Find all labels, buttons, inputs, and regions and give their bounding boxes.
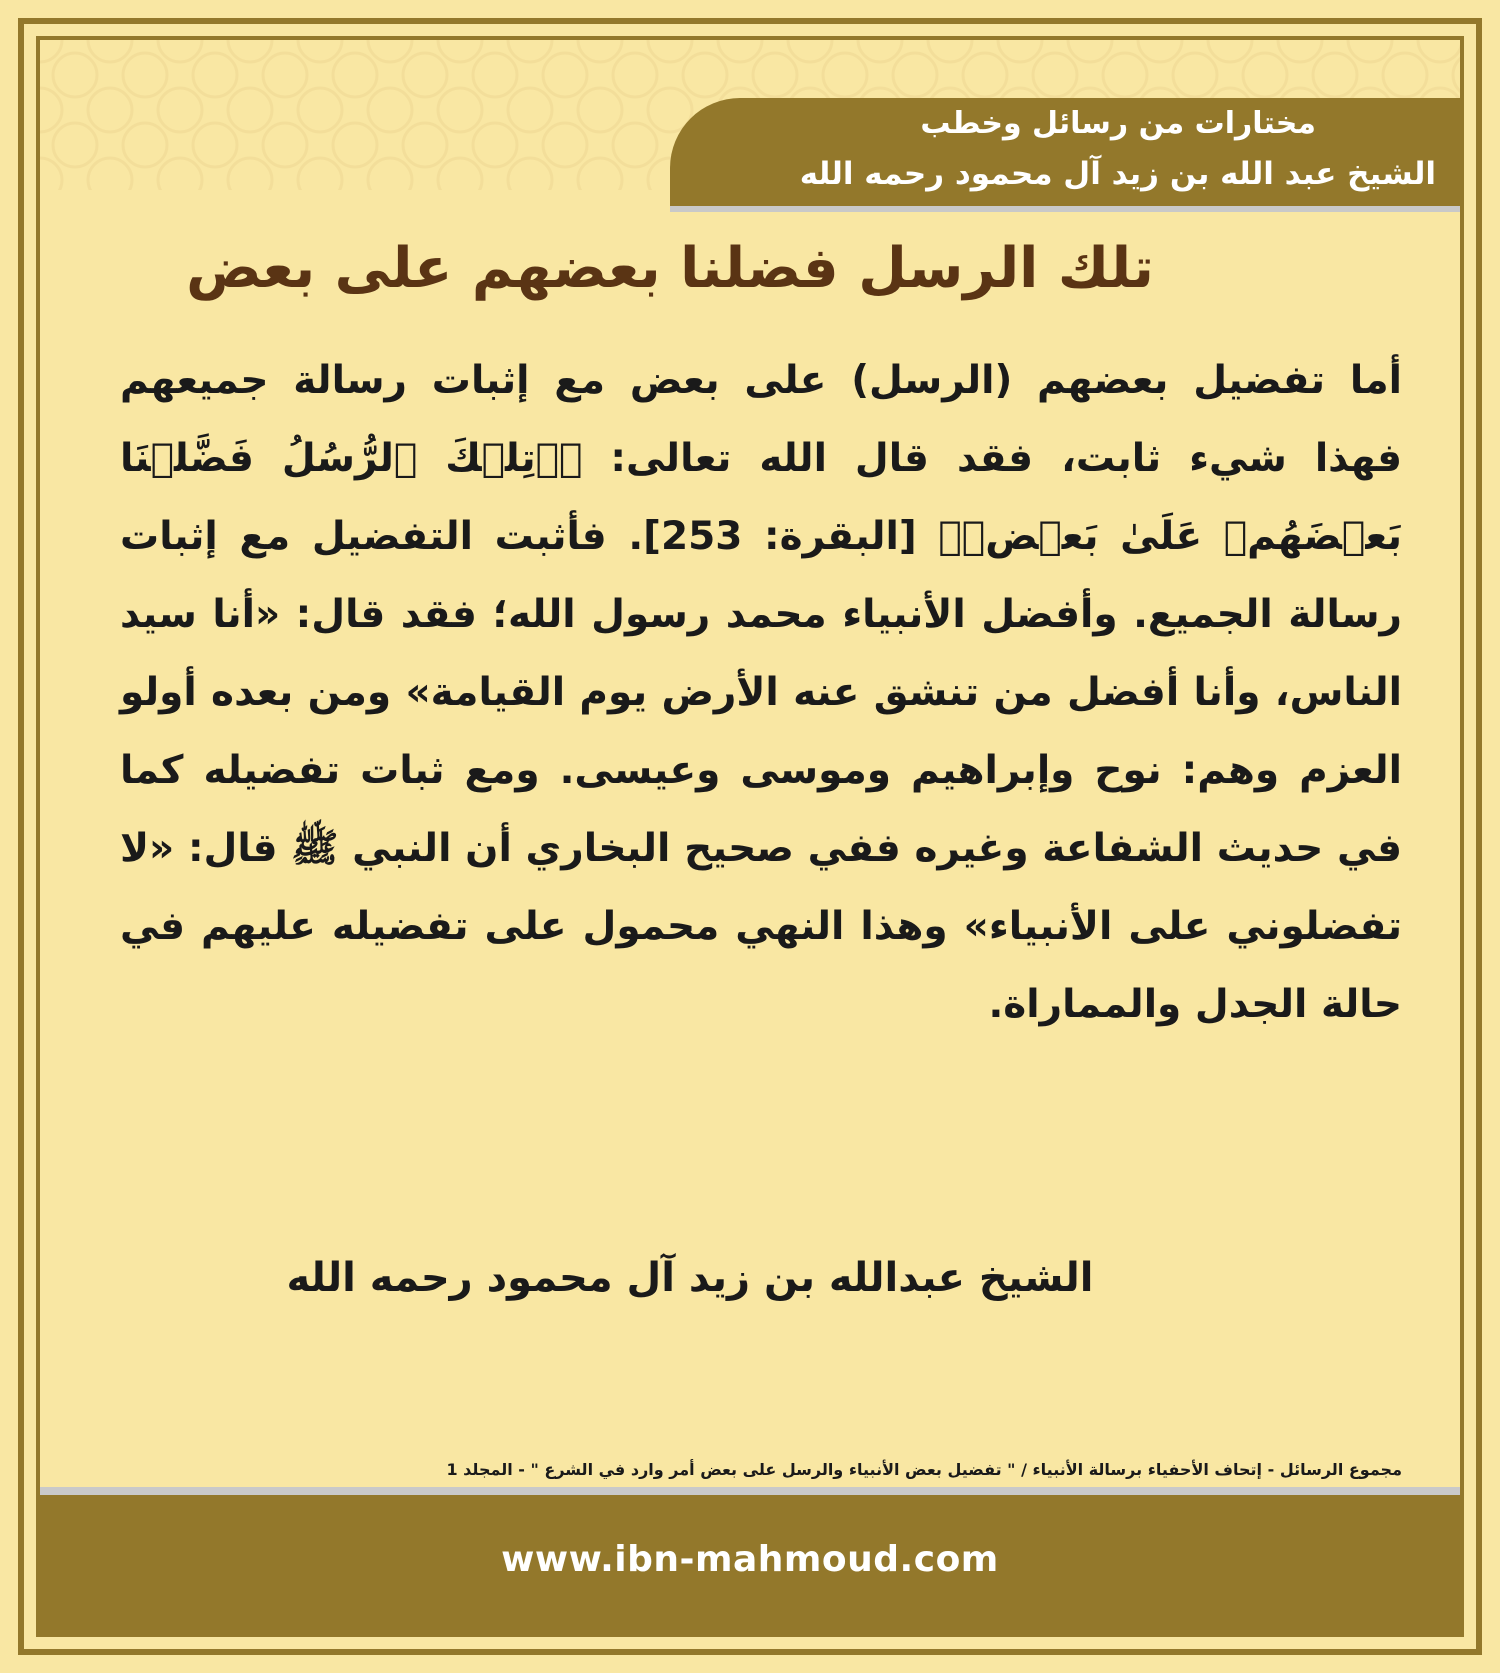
author-signature: الشيخ عبدالله بن زيد آل محمود رحمه الله [286,1255,1094,1301]
source-citation: مجموع الرسائل - إتحاف الأحفياء برسالة الأنبياء / " تفضيل بعض الأنبياء والرسل على بعض أمر وارد في الشرع " - المجلد 1 [446,1460,1402,1479]
header-author: الشيخ عبد الله بن زيد آل محمود رحمه الله [799,156,1436,192]
article-paragraph: أما تفضيل بعضهم (الرسل) على بعض مع إثبات رسالة جميعهم فهذا شيء ثابت، فقد قال الله تعالى: ﴿۞تِلۡكَ ٱلرُّسُلُ فَضَّلۡنَا بَعۡضَهُمۡ عَلَىٰ بَعۡضٖ﴾ [البقرة: 253]. فأثبت التفضيل مع إثبات رسالة الجميع. وأفضل الأنبياء محمد رسول الله؛ فقد قال: «أنا سيد الناس، وأنا أفضل من تنشق عنه الأرض يوم القيامة» ومن بعده أولو العزم وهم: نوح وإبراهيم وموسى وعيسى. ومع ثبات تفضيله كما في حديث الشفاعة وغيره ففي صحيح البخاري أن النبي ﷺ قال: «لا تفضلوني على الأنبياء» وهذا النهي محمول على تفضيله عليهم في حالة الجدل والمماراة. [120,358,1402,1027]
article-body [120,342,1402,1044]
content-frame [36,36,1464,1637]
header-subtitle: مختارات من رسائل وخطب [920,106,1316,141]
header-banner [670,98,1460,206]
page-title: تلك الرسل فضلنا بعضهم على بعض [186,236,1154,301]
website-link[interactable]: www.ibn-mahmoud.com [501,1539,999,1580]
footer-banner [40,1487,1460,1633]
